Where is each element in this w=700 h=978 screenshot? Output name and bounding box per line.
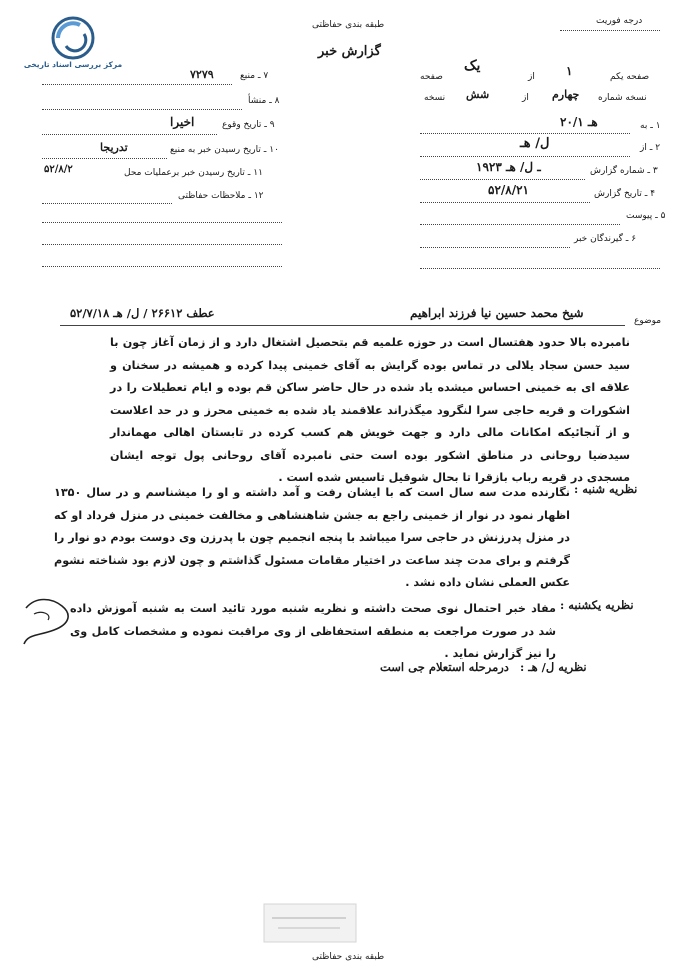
field-report-number-label: ۳ ـ شماره گزارش	[590, 166, 658, 176]
copy-number: چهارم	[552, 88, 580, 101]
copy-label: نسخه شماره	[598, 93, 647, 103]
field-report-date-label: ۴ ـ تاریخ گزارش	[594, 189, 656, 199]
field-origin-label: ۸ ـ منشأ	[248, 96, 280, 106]
field-to-label: ۱ ـ به	[640, 121, 661, 131]
classification-bottom: طبقه بندی حفاظتی	[312, 952, 385, 962]
page-of-label: از	[528, 72, 535, 82]
field-recipients-label: ۶ ـ گیرندگان خبر	[574, 234, 637, 244]
field-receipt-ops-label: ۱۱ ـ تاریخ رسیدن خبر برعملیات محل	[124, 168, 263, 178]
opinion-source-label: نظریه شنبه :	[574, 482, 638, 496]
field-occurrence-date-label: ۹ ـ تاریخ وقوع	[222, 120, 275, 130]
subject-reference: عطف ۲۶۶۱۲ / ل/ هـ ۵۲/۷/۱۸	[70, 306, 215, 320]
opinion-first-label: نظریه یکشنبه :	[560, 598, 634, 612]
page-number: ۱	[566, 64, 573, 78]
field-from-value: ل/ هـ	[520, 136, 550, 151]
report-body-paragraph: نامبرده بالا حدود هفتسال است در حوزه علمیه قم بتحصیل اشتغال دارد و از زمان آغاز چون با سید حسن سجاد یلالی در تماس بوده گرایش به آقای خمینی پیدا کرده و همیشه در سخنان و علاقه ای به خمینی احساس میشده یاد شده در حال حاضر ساکن قم بوده و ایام تعطیلات را در اشکورات و قریه حاجی سرا لنگرود میگذراند علاقمند یاد شده به خمینی محرز و در حد اعلاست و از آنجائیکه امکانات مالی دارد و جهت خویش هم کسب کرده در تابستان اهالی مهماندار سیدضیا روحانی در مناطق اشکور بوده است حتی نامبرده آقای روحانی پول توجه ایشان مسجدی در قریه رباب بازقرا تا بحال شوقیل تاسیس شده است .	[110, 336, 630, 484]
field-report-number-value: ۱۹۲۳ ـ ل/ هـ	[476, 160, 541, 174]
classification-top: طبقه بندی حفاظتی	[312, 20, 385, 30]
page-word: صفحه	[420, 72, 443, 82]
field-report-date-value: ۵۲/۸/۲۱	[488, 183, 529, 197]
opinion-source-text: نگارنده مدت سه سال است که با ایشان رفت و آمد داشته و او را میشناسم و در سال ۱۳۵۰ اظهار نمود در نوار از خمینی راجع به جشن شاهنشاهی و مخالفت خمینی در منزل فرداد او که در منزل پدرزنش در حاجی سرا میباشد با پنجه انجمیم چون با پدرزن وی دوست بودم دو نوار را گرفتم و برای مدت چند ساعت در اختیار مقامات مسئول گذاشتم و چون لازم بود شناخته نشوم عکس العملی نشان داده نشد .	[54, 486, 570, 589]
faded-stamp	[250, 900, 370, 946]
page-label: صفحه یکم	[610, 72, 650, 82]
field-occurrence-date-value: اخیرا	[170, 115, 195, 129]
page-total: یک	[464, 58, 481, 74]
field-source-value: ۷۲۷۹	[190, 68, 214, 81]
archive-logo	[18, 16, 128, 72]
subject-text: شیخ محمد حسین نیا فرزند ابراهیم	[410, 306, 584, 320]
handwritten-signature	[18, 590, 78, 650]
opinion-lh-text: درمرحله استعلام جی است	[380, 660, 509, 674]
opinion-lh-label: نظریه ل/ هـ :	[520, 660, 587, 674]
field-to-value: ۲۰/۱ هـ	[560, 115, 598, 129]
field-receipt-ops-value: ۵۲/۸/۲	[44, 164, 73, 175]
logo-text: مرکز بررسی اسناد تاریخی	[23, 60, 123, 69]
field-receipt-source-label: ۱۰ ـ تاریخ رسیدن خبر به منبع	[170, 145, 279, 155]
field-from-label: ۲ ـ از	[640, 143, 661, 153]
copy-word: نسخه	[424, 93, 446, 103]
copy-of-label: از	[522, 93, 529, 103]
form-title: گزارش خبر	[318, 44, 381, 59]
field-security-notes-label: ۱۲ ـ ملاحظات حفاظتی	[178, 191, 264, 201]
field-attachment-label: ۵ ـ پیوست	[626, 211, 666, 221]
copy-total: شش	[466, 88, 490, 101]
archive-emblem-icon	[18, 16, 128, 60]
field-source-label: ۷ ـ منبع	[240, 71, 269, 81]
field-receipt-source-value: تدریجا	[100, 141, 128, 154]
subject-label: موضوع	[634, 316, 662, 326]
opinion-first-text: مفاد خبر احتمال نوی صحت داشته و نظریه شنبه مورد تائید است به شنبه آموزش داده شد در صورت مراجعت به منطقه استحفاظی از وی مراقبت نموده و مشخصات کامل وی را نیز گزارش نماید .	[70, 602, 556, 660]
priority-label: درجه فوریت	[596, 16, 643, 26]
